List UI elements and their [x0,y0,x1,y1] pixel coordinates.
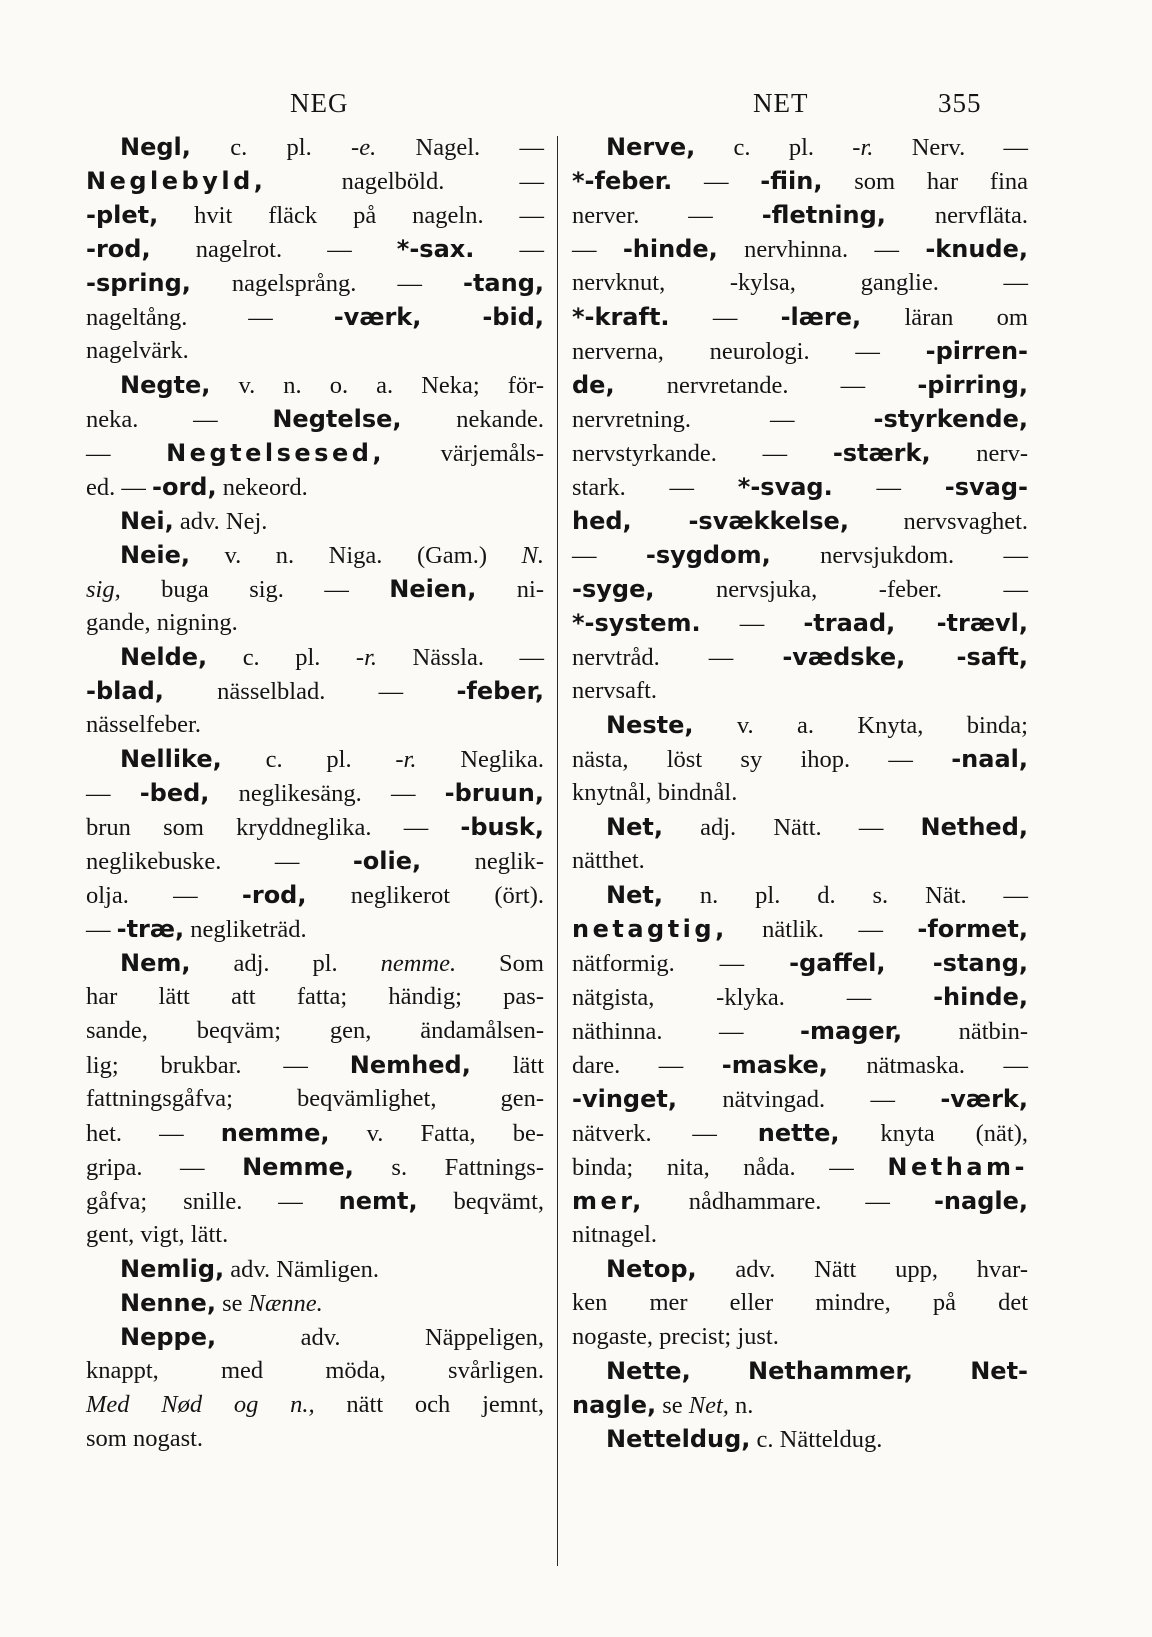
text-line [572,572,1028,606]
text-segment: — [572,236,623,263]
headword: -nagle, [933,1187,1028,1215]
text-line [86,1184,544,1218]
column-divider [557,136,558,1566]
text-line [572,640,1028,674]
headword: Neste, [606,711,694,739]
italic-text: -r. [852,134,874,161]
headword: Nem, [120,949,191,977]
text-segment: — [832,474,945,501]
text-line [572,436,1028,470]
text-line [572,538,1028,572]
text-segment: nervfläta. [885,202,1028,229]
text-segment: gande, nigning. [86,609,238,636]
headword: Netteldug, [606,1425,751,1453]
text-line [86,742,544,776]
headword: *-kraft. [572,303,670,331]
text-line [572,844,1028,878]
headword: Neppe, [120,1323,217,1351]
text-line [572,1218,1028,1252]
text-segment: neglikerot (ört). [306,882,544,909]
headword: -sygdom, [645,541,771,569]
text-line [86,1286,544,1320]
text-line [572,1354,1028,1388]
text-line [572,130,1028,164]
text-segment: ni- [476,576,545,603]
text-line [572,1286,1028,1320]
headword: -gaffel, -stang, [789,949,1028,977]
text-line [86,912,544,946]
text-segment: brun som kryddneglika. — [86,814,461,841]
text-segment: adj. Nätt. — [662,814,921,841]
headword: -ord, [152,473,217,501]
text-segment: som har fina [822,168,1029,195]
italic-text: sig, [86,576,121,603]
headword: -olie, [352,847,422,875]
text-segment: sande, beqväm; gen, ändamålsen- [86,1017,544,1044]
text-segment: nagelböld. — [266,168,544,195]
headword: *-system. [572,609,701,637]
headword: Negtelse, [272,405,402,433]
italic-text: N. [521,542,544,569]
text-line [572,810,1028,844]
text-segment: knytnål, bindnål. [572,779,738,806]
text-line [572,164,1028,198]
text-line [86,334,544,368]
text-segment: se [215,1290,249,1317]
right-column [572,130,1028,1456]
page-number: 355 [938,88,982,118]
text-line [572,266,1028,300]
headword: -fiin, [760,167,823,195]
text-segment: neglikesäng. — [209,780,445,807]
headword: -plet, [86,201,159,229]
headword: -værk, [940,1085,1028,1113]
text-segment: nervsaft. [572,677,658,704]
text-segment: nervsjuka, -feber. — [654,576,1028,603]
text-segment: v. a. Knyta, binda; [693,712,1028,739]
headword: -fletning, [761,201,886,229]
text-segment: c. Nätteldug. [750,1426,883,1453]
text-line [572,402,1028,436]
text-segment: Nässla. — [377,644,544,671]
text-segment: nekeord. [216,474,308,501]
text-line [86,266,544,300]
text-segment: ed. — [86,474,152,501]
text-line [572,1184,1028,1218]
text-segment: dare. — [572,1052,722,1079]
headword: *-sax. [396,235,475,263]
text-line [86,538,544,572]
running-head-left: NEG [290,88,349,118]
text-line [572,742,1028,776]
text-line [572,1320,1028,1354]
text-segment: nätlik. — [727,916,918,943]
text-segment: beqvämt, [417,1188,544,1215]
text-line [572,1014,1028,1048]
text-segment: hvit fläck på nageln. — [158,202,544,229]
headword: -værk, [333,303,422,331]
text-line [86,164,544,198]
headword: Netham- [887,1153,1028,1181]
text-segment: näthinna. — [572,1018,801,1045]
headword: Nelde, [120,643,208,671]
headword: -bruun, [444,779,545,807]
headword: -mager, [800,1017,903,1045]
text-segment: nervtråd. — [572,644,783,671]
text-segment: stark. — [572,474,738,501]
text-line [572,300,1028,334]
text-line [86,300,544,334]
text-line [572,1048,1028,1082]
headword: nagle, [572,1391,657,1419]
text-line [572,606,1028,640]
text-segment: knyta (nät), [839,1120,1028,1147]
text-segment: nässelblad. — [163,678,457,705]
headword: -formet, [917,915,1028,943]
headword: Negtelsesed, [166,439,386,467]
headword: -vædske, -saft, [782,643,1028,671]
text-line [86,1014,544,1048]
headword: -rod, [241,881,307,909]
headword: -vinget, [572,1085,677,1113]
text-segment: knappt, med möda, svårligen. [86,1357,544,1384]
text-segment: adv. Nej. [173,508,268,535]
text-segment: nätformig. — [572,950,790,977]
text-segment: adv. Nätt upp, hvar- [696,1256,1028,1283]
text-segment: nervstyrkande. — [572,440,833,467]
text-segment: neglik- [421,848,544,875]
text-line [86,1218,544,1252]
text-segment: nagelvärk. [86,337,189,364]
text-segment: binda; nita, nåda. — [572,1154,888,1181]
italic-text: nemme. [380,950,457,977]
headword: Neie, [120,541,190,569]
text-line [86,436,544,470]
text-segment: adv. Näppeligen, [216,1324,544,1351]
headword: Nethed, [920,813,1028,841]
headword: -blad, [86,677,164,705]
text-segment: s. Fattnings- [353,1154,544,1181]
text-segment: neka. — [86,406,273,433]
text-line [572,708,1028,742]
text-segment: — [86,440,167,467]
headword: *-svag. [737,473,833,501]
text-segment: olja. — [86,882,242,909]
text-segment: — [700,610,804,637]
text-line [86,810,544,844]
headword: -naal, [951,745,1028,773]
headword: -maske, [721,1051,828,1079]
headword: -feber, [456,677,544,705]
headword: -pirren- [925,337,1028,365]
text-segment: nätthet. [572,847,645,874]
text-line [86,606,544,640]
headword: Nellike, [120,745,222,773]
text-line [86,1082,544,1116]
text-line [572,368,1028,402]
text-line [86,1320,544,1354]
text-segment: Nagel. — [376,134,544,161]
headword: Net, [606,813,663,841]
text-line [572,776,1028,810]
headword: Nemme, [242,1153,354,1181]
text-line [572,1150,1028,1184]
italic-text: Med Nød og n., [86,1391,315,1418]
text-line [572,980,1028,1014]
text-segment: nitnagel. [572,1221,658,1248]
headword: Nemlig, [120,1255,225,1283]
text-line [86,1388,544,1422]
left-column [86,130,544,1456]
italic-text: -r. [395,746,417,773]
text-segment: nätgista, -klyka. — [572,984,934,1011]
text-line [86,198,544,232]
headword: mer, [572,1187,645,1215]
text-segment: nageltång. — [86,304,334,331]
text-segment: — [672,168,761,195]
text-segment: nekande. [401,406,545,433]
headword: Nei, [120,507,174,535]
text-segment: n. [728,1392,754,1419]
text-line [86,980,544,1014]
text-segment: nervhinna. — [717,236,926,263]
text-segment: adv. Nämligen. [224,1256,380,1283]
headword: -rod, [86,235,151,263]
text-segment: nätbin- [902,1018,1028,1045]
text-segment: fattningsgåfva; beqvämlighet, gen- [86,1085,544,1112]
headword: Negte, [120,371,211,399]
text-segment: nervknut, -kylsa, ganglie. — [572,269,1028,296]
text-segment: nogaste, precist; just. [572,1323,779,1350]
text-line [572,334,1028,368]
headword: -svag- [944,473,1029,501]
headword: -traad, -trævl, [803,609,1029,637]
headword: de, [572,371,615,399]
text-segment: Nerv. — [873,134,1028,161]
text-segment: som nogast. [86,1425,204,1452]
text-line [572,1388,1028,1422]
text-line [86,402,544,436]
headword: *-feber. [572,167,673,195]
text-line [86,878,544,912]
text-segment: v. n. o. a. Neka; för- [210,372,544,399]
headword: Nerve, [606,133,696,161]
text-line [572,878,1028,912]
text-segment: n. pl. d. s. Nät. — [662,882,1028,909]
text-line [86,1252,544,1286]
text-segment: nerv- [930,440,1028,467]
text-segment: — [86,780,140,807]
text-line [86,1422,544,1456]
headword: -træ, [116,915,185,943]
italic-text: -e. [351,134,377,161]
text-line [86,1354,544,1388]
text-line [86,130,544,164]
text-line [86,708,544,742]
text-line [572,946,1028,980]
text-segment: nådhammare. — [644,1188,934,1215]
text-segment: läran om [861,304,1028,331]
headword: -bid, [482,303,544,331]
headword: netagtig, [572,915,728,943]
headword: Nette, Nethammer, Net- [606,1357,1028,1385]
text-segment: lig; brukbar. — [86,1052,350,1079]
running-head-right: NET [753,88,809,118]
text-line [86,946,544,980]
headword: -bed, [139,779,210,807]
text-line [572,232,1028,266]
text-line [572,912,1028,946]
text-line [572,470,1028,504]
text-segment: nerverna, neurologi. — [572,338,926,365]
italic-text: -r. [355,644,378,671]
text-segment: lätt [470,1052,545,1079]
text-segment: har lätt att fatta; händig; pas- [86,983,544,1010]
headword: -stærk, [832,439,931,467]
headword: -lære, [780,303,862,331]
text-segment: nätmaska. — [827,1052,1028,1079]
text-line [86,470,544,504]
text-segment: gåfva; snille. — [86,1188,339,1215]
text-line [86,776,544,810]
text-segment: adj. pl. [190,950,381,977]
text-segment: Som [456,950,544,977]
headword: nette, [757,1119,840,1147]
text-line [86,232,544,266]
text-segment: nässelfeber. [86,711,201,738]
headword: -busk, [460,813,544,841]
text-line [86,674,544,708]
text-segment: het. — [86,1120,221,1147]
text-segment: nervretande. — [614,372,918,399]
text-segment: v. n. Niga. (Gam.) [189,542,522,569]
text-segment: — [669,304,781,331]
text-segment: gent, vigt, lätt. [86,1221,229,1248]
text-line [572,1082,1028,1116]
text-line [86,504,544,538]
text-segment [421,304,482,331]
text-line [572,1422,1028,1456]
text-segment: nervsjukdom. — [770,542,1028,569]
text-segment: — [86,916,117,943]
headword: nemt, [338,1187,418,1215]
text-segment: nästa, löst sy ihop. — [572,746,952,773]
headword: -spring, [86,269,191,297]
headword: Netop, [606,1255,697,1283]
headword: Negl, [120,133,191,161]
text-segment: nerver. — [572,202,762,229]
text-segment: — [572,542,646,569]
text-segment: nätverk. — [572,1120,758,1147]
text-line [572,674,1028,708]
text-line [572,504,1028,538]
text-segment: nervsvaghet. [848,508,1029,535]
headword: hed, -svækkelse, [572,507,849,535]
text-segment: ken mer eller mindre, på det [572,1289,1028,1316]
headword: -knude, [925,235,1028,263]
text-segment: värjemåls- [385,440,544,467]
text-segment: c. pl. [207,644,356,671]
headword: -styrkende, [873,405,1028,433]
text-segment: nervretning. — [572,406,874,433]
text-segment: Neglika. [416,746,544,773]
text-segment: nagelrot. — [150,236,397,263]
text-segment: se [656,1392,689,1419]
headword: nemme, [220,1119,330,1147]
headword: -hinde, [622,235,718,263]
italic-text: Net, [688,1392,729,1419]
text-line [86,640,544,674]
text-line [86,1116,544,1150]
text-segment: nagelsprång. — [190,270,463,297]
headword: Net, [606,881,663,909]
text-segment: negliketräd. [184,916,307,943]
text-line [572,1252,1028,1286]
text-segment: nätt och jemnt, [314,1391,544,1418]
text-segment: c. pl. [221,746,396,773]
text-segment: neglikebuske. — [86,848,353,875]
headword: Neien, [389,575,477,603]
headword: -pirring, [917,371,1028,399]
text-line [86,1150,544,1184]
headword: -hinde, [933,983,1028,1011]
text-segment: c. pl. [695,134,853,161]
text-line [86,572,544,606]
text-segment: nätvingad. — [676,1086,941,1113]
headword: Nenne, [120,1289,216,1317]
headword: -syge, [572,575,655,603]
text-line [572,1116,1028,1150]
headword: Neglebyld, [86,167,267,195]
text-line [86,1048,544,1082]
italic-text: Nænne. [248,1290,323,1317]
text-segment: gripa. — [86,1154,243,1181]
text-line [86,368,544,402]
text-segment: buga sig. — [120,576,390,603]
headword: Nemhed, [349,1051,471,1079]
text-segment: c. pl. [190,134,352,161]
text-line [86,844,544,878]
text-segment: — [474,236,544,263]
text-line [572,198,1028,232]
headword: -tang, [462,269,544,297]
text-segment: v. Fatta, be- [329,1120,544,1147]
